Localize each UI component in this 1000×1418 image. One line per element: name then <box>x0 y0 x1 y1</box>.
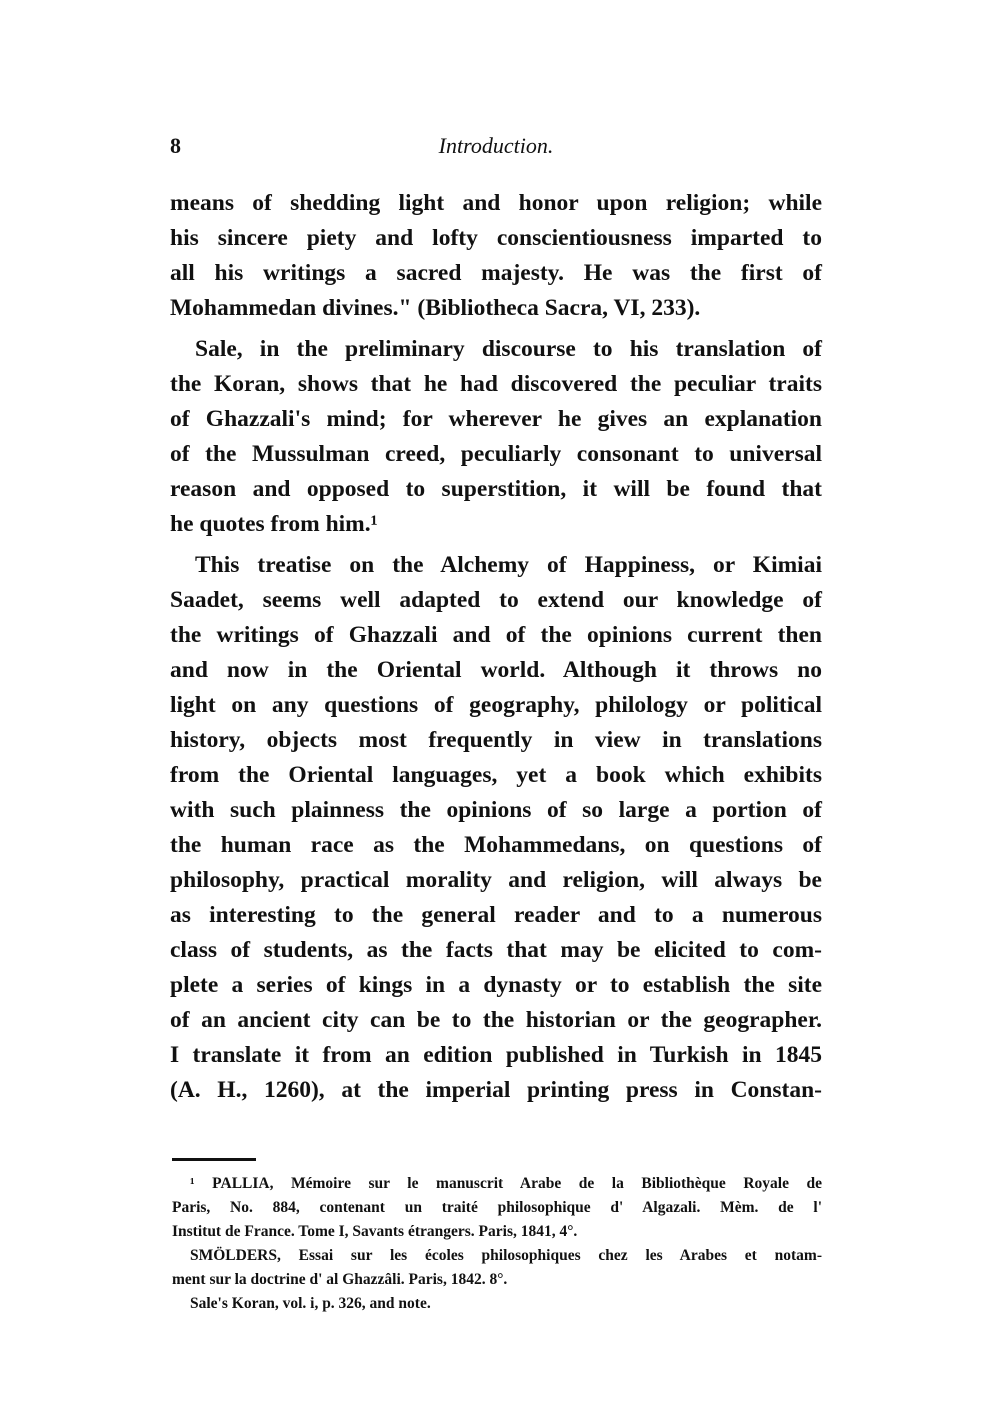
text-line: all his writings a sacred majesty. He was the first of <box>170 260 822 286</box>
text-line: of Ghazzali's mind; for wherever he gives an explanation <box>170 406 822 432</box>
text-line: class of students, as the facts that may be elicited to com- <box>170 937 822 963</box>
footnote-rule <box>172 1158 256 1161</box>
text-line: means of shedding light and honor upon religion; while <box>170 190 822 216</box>
footnotes <box>172 1172 822 1316</box>
text-line: plete a series of kings in a dynasty or to establish the site <box>170 972 822 998</box>
footnote-line: Institut de France. Tome I, Savants étrangers. Paris, 1841, 4°. <box>172 1223 578 1240</box>
text-line: as interesting to the general reader and to a numerous <box>170 902 822 928</box>
text-line: I translate it from an edition published in Turkish in 1845 <box>170 1042 822 1068</box>
footnote-line: Sale's Koran, vol. i, p. 326, and note. <box>190 1295 431 1312</box>
footnote-line: ¹ PALLIA, Mémoire sur le manuscrit Arabe de la Bibliothèque Royale de <box>190 1175 822 1192</box>
text-line: he quotes from him.¹ <box>170 511 378 537</box>
text-line: the human race as the Mohammedans, on questions of <box>170 832 822 858</box>
running-title: Introduction. <box>438 133 554 158</box>
text-line: history, objects most frequently in view in translations <box>170 727 822 753</box>
text-line: the Koran, shows that he had discovered the peculiar traits <box>170 371 822 397</box>
text-line: of the Mussulman creed, peculiarly consonant to universal <box>170 441 822 467</box>
text-line: his sincere piety and lofty conscientiousness imparted to <box>170 225 822 251</box>
footnote-line: Paris, No. 884, contenant un traité philosophique d' Algazali. Mèm. de l' <box>172 1199 822 1216</box>
text-line: reason and opposed to superstition, it will be found that <box>170 476 822 502</box>
text-line: Mohammedan divines." (Bibliotheca Sacra, VI, 233). <box>170 295 701 321</box>
text-line: Sale, in the preliminary discourse to his translation of <box>195 336 822 362</box>
page-number: 8 <box>170 133 181 158</box>
text-line: (A. H., 1260), at the imperial printing press in Constan- <box>170 1077 822 1103</box>
text-line: from the Oriental languages, yet a book which exhibits <box>170 762 822 788</box>
text-line: This treatise on the Alchemy of Happiness, or Kimiai <box>195 552 822 578</box>
text-line: light on any questions of geography, philology or political <box>170 692 822 718</box>
text-line: philosophy, practical morality and religion, will always be <box>170 867 822 893</box>
page-header <box>170 133 822 163</box>
text-line: with such plainness the opinions of so large a portion of <box>170 797 822 823</box>
text-line: of an ancient city can be to the historian or the geographer. <box>170 1007 822 1033</box>
text-line: and now in the Oriental world. Although it throws no <box>170 657 822 683</box>
text-line: the writings of Ghazzali and of the opinions current then <box>170 622 822 648</box>
footnote-line: ment sur la doctrine d' al Ghazzâli. Paris, 1842. 8°. <box>172 1271 508 1288</box>
body-text <box>170 186 822 1108</box>
text-line: Saadet, seems well adapted to extend our knowledge of <box>170 587 822 613</box>
footnote-line: SMÖLDERS, Essai sur les écoles philosophiques chez les Arabes et notam- <box>190 1247 822 1264</box>
